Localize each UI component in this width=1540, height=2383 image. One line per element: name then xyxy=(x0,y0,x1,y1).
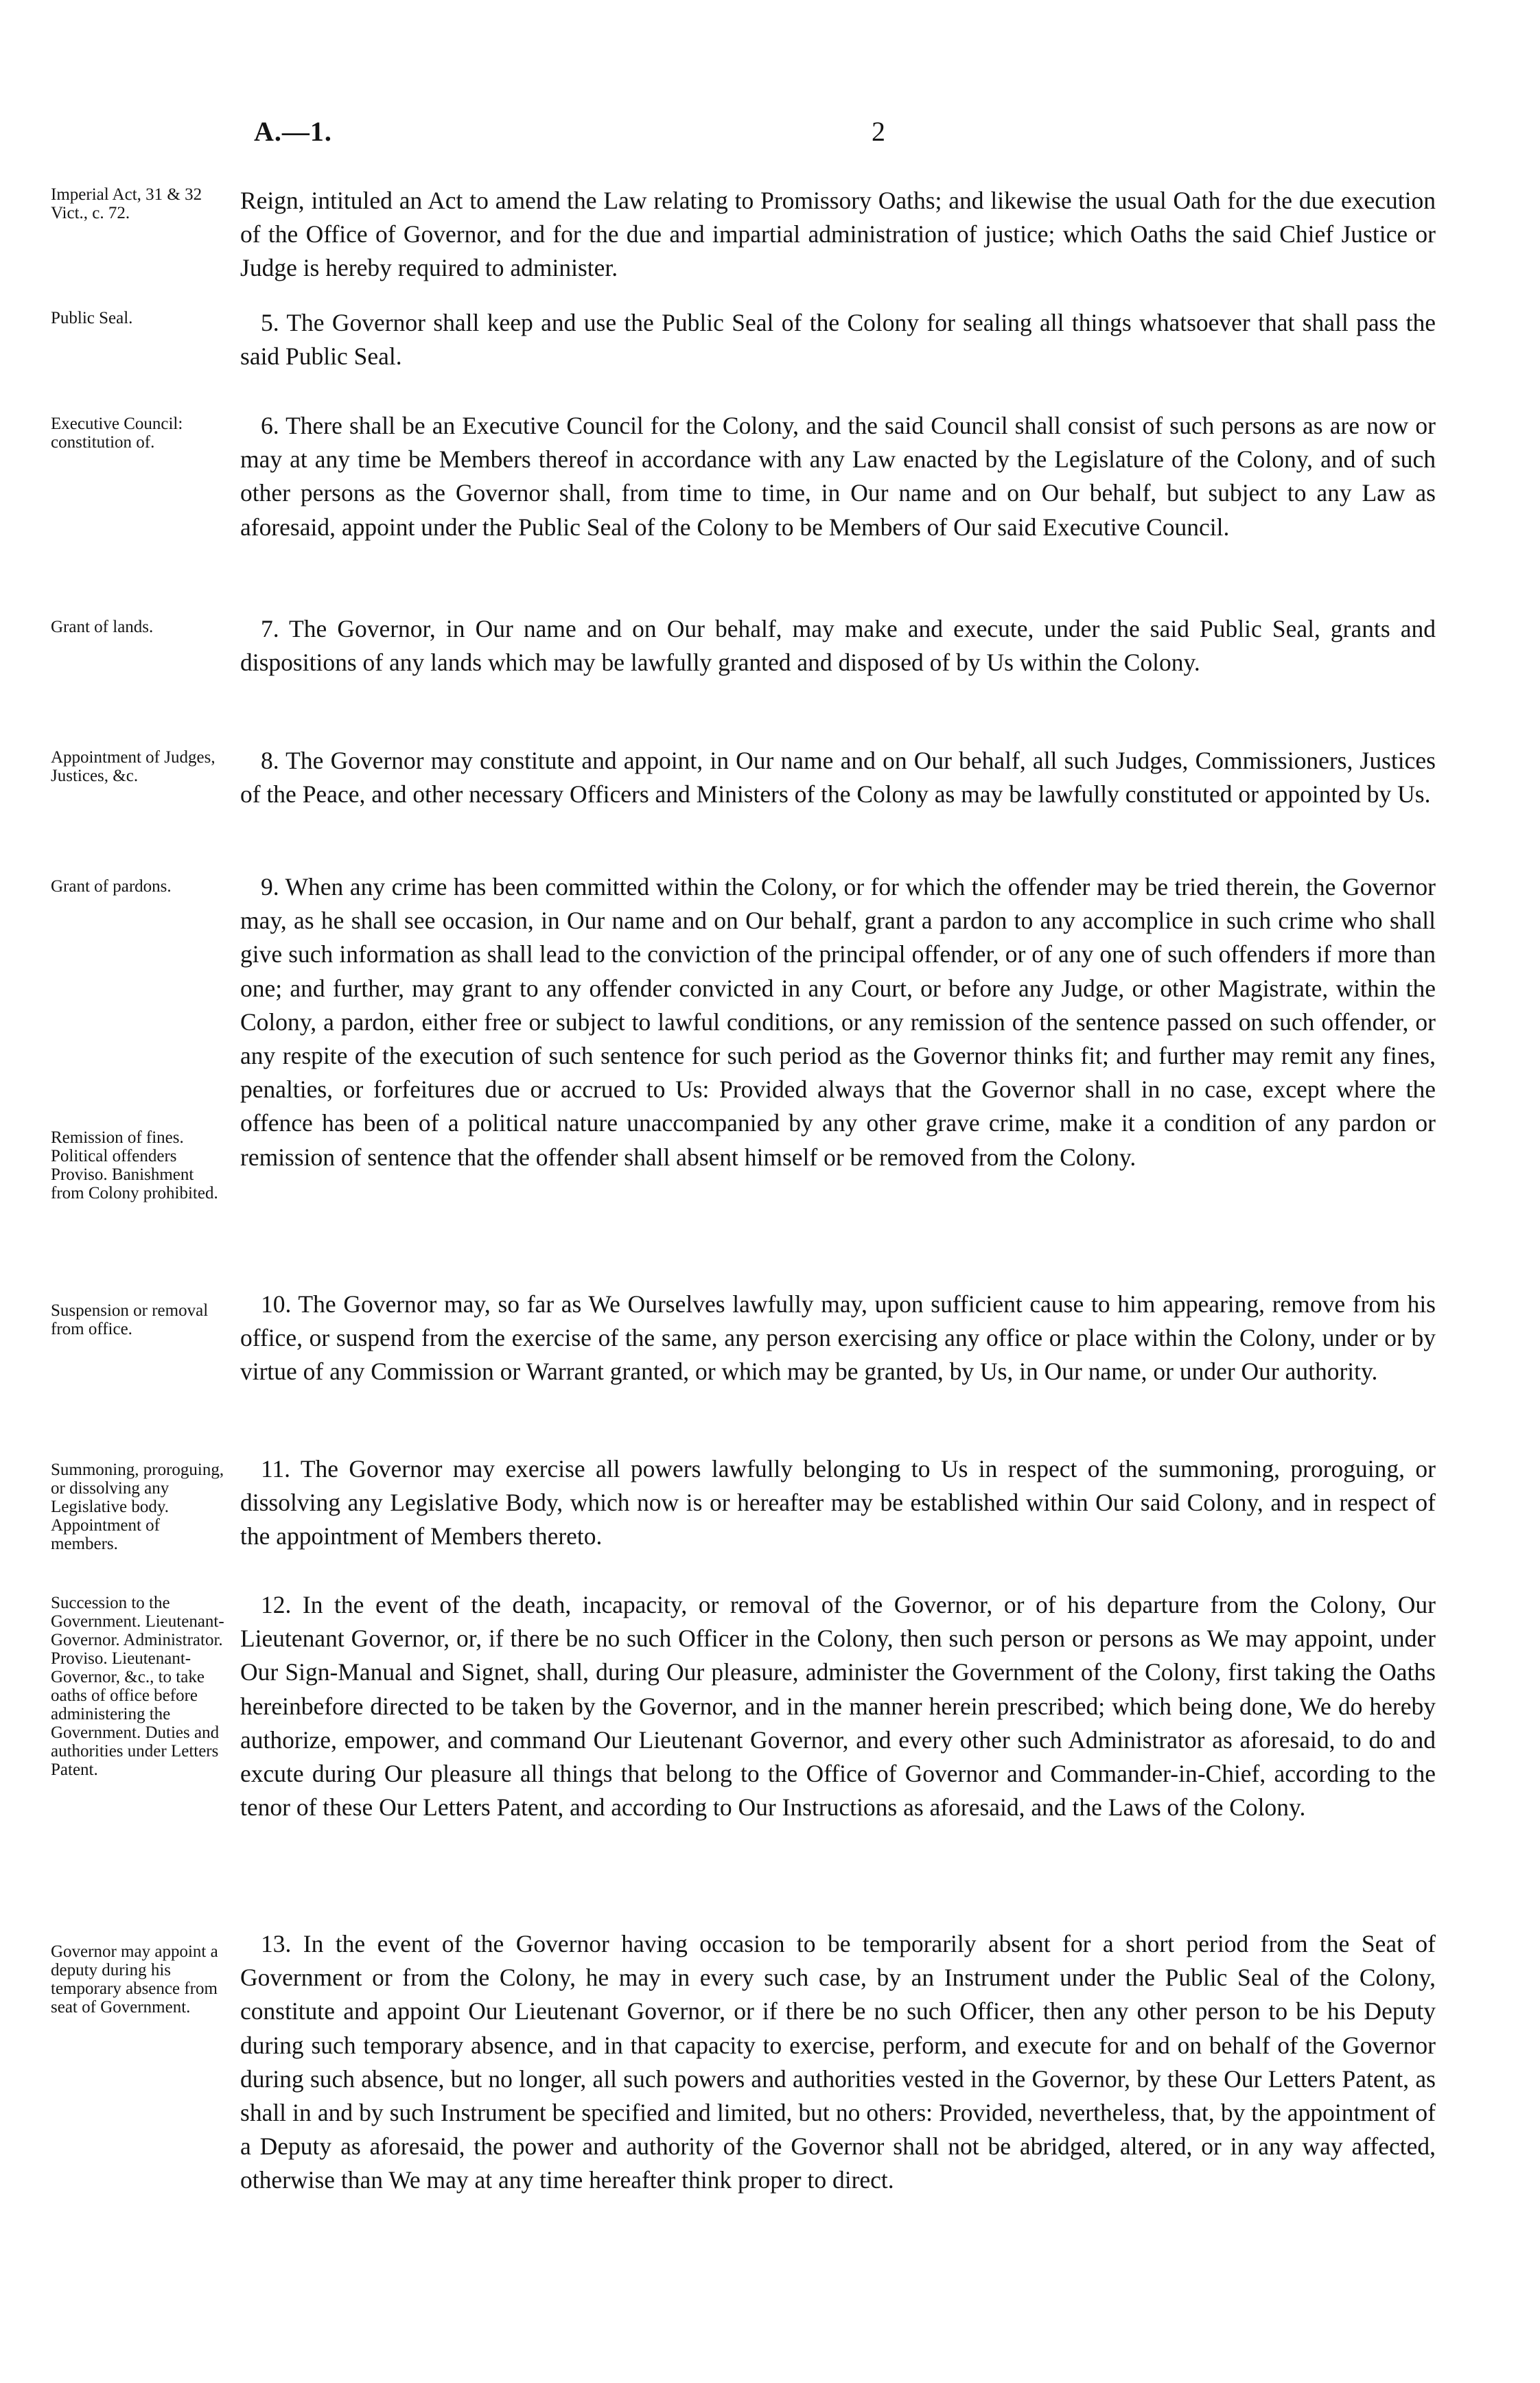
paragraph-5: 5. The Governor shall keep and use the Public Seal of the Colony for sealing all things whatsoever that shall pass the said Public Seal. xyxy=(240,309,1436,371)
page-number: 2 xyxy=(872,116,885,147)
paragraph-13: 13. In the event of the Governor having occasion to be temporarily absent for a short period from the Seat of Government or from the Colony, he may in every such case, by an Instrument under the Public Seal of the Colony, constitute and appoint Our Lieutenant Governor, or if there be no such Officer, then any other person to be his Deputy during such temporary absence, and in that capacity to exercise, perform, and execute for and on behalf of the Governor during such absence, but no longer, all such powers and authorities vested in the Governor, by these Our Letters Patent, as shall in and by such Instrument be specified and limited, but no others: Provided, nevertheless, that, by the appointment of a Deputy as aforesaid, the power and authority of the Governor shall not be abridged, altered, or in any way affected, otherwise than We may at any time hereafter think proper to direct. xyxy=(240,1930,1436,2194)
margin-note-public-seal: Public Seal. xyxy=(51,309,133,327)
page-header xyxy=(254,115,1455,156)
margin-note-appointment-of-judges: Appointment of Judges, Justices, &c. xyxy=(51,748,215,785)
paragraph-12: 12. In the event of the death, incapacity, or removal of the Governor, or of his departure from the Colony, Our Lieutenant Governor, or, if there be no such Officer in the Colony, then such person or persons as We may appoint, under Our Sign-Manual and Signet, shall, during Our pleasure, administer the Government of the Colony, first taking the Oaths hereinbefore directed to be taken by the Governor, and in the manner herein prescribed; which being done, We do hereby authorize, empower, and command Our Lieutenant Governor, and every other such Administrator as aforesaid, to do and excute during Our pleasure all things that belong to the Office of Governor and Commander-in-Chief, according to the tenor of these Our Letters Patent, and according to Our Instructions as aforesaid, and the Laws of the Colony. xyxy=(240,1591,1436,1822)
margin-note-imperial-act: Imperial Act, 31 & 32 Vict., c. 72. xyxy=(51,185,202,222)
paragraph-8: 8. The Governor may constitute and appoint, in Our name and on Our behalf, all such Judges, Commissioners, Justices of the Peace, and other necessary Officers and Ministers of the Colony as may be lawfully constituted or appointed by Us. xyxy=(240,747,1436,809)
margin-note-grant-of-pardons: Grant of pardons. xyxy=(51,877,172,896)
margin-note-summoning: Summoning, proroguing, or dissolving any Legislative body. Appointment of members. xyxy=(51,1461,224,1553)
paragraph-oaths: Reign, intituled an Act to amend the Law relating to Promissory Oaths; and likewise the usual Oath for the due execution of the Office of Governor, and for the due and impartial administration of justice; which Oaths the said Chief Justice or Judge is hereby required to administer. xyxy=(240,187,1436,282)
margin-note-grant-of-lands: Grant of lands. xyxy=(51,618,154,636)
paragraph-11: 11. The Governor may exercise all powers lawfully belonging to Us in respect of the summoning, proroguing, or dissolving any Legislative Body, which now is or hereafter may be established within Our said Colony, and in respect of the appointment of Members thereto. xyxy=(240,1455,1436,1550)
paragraph-6: 6. There shall be an Executive Council for the Colony, and the said Council shall consist of such persons as are now or may at any time be Members thereof in accordance with any Law enacted by the Legislature of the Colony, and of such other persons as the Governor shall, from time to time, in Our name and on Our behalf, but subject to any Law as aforesaid, appoint under the Public Seal of the Colony to be Members of Our said Executive Council. xyxy=(240,412,1436,541)
margin-note-deputy: Governor may appoint a deputy during his temporary absence from seat of Government. xyxy=(51,1942,218,2016)
paragraph-9: 9. When any crime has been committed within the Colony, or for which the offender may be tried therein, the Governor may, as he shall see occasion, in Our name and on Our behalf, grant a pardon to any accomplice in such crime who shall give such information as shall lead to the conviction of the principal offender, or of any one of such offenders if more than one; and further, may grant to any offender convicted in any Court, or before any Judge, or other Magistrate, within the Colony, a pardon, either free or subject to lawful conditions, or any remission of the sentence passed on such offender, or any respite of the execution of such sentence for such period as the Governor thinks fit; and further may remit any fines, penalties, or forfeitures due or accrued to Us: Provided always that the Governor shall in no case, except where the offence has been of a political nature unaccompanied by any other grave crime, make it a condition of any pardon or remission of sentence that the offender shall absent himself or be removed from the Colony. xyxy=(240,873,1436,1171)
paragraph-10: 10. The Governor may, so far as We Ourselves lawfully may, upon sufficient cause to him appearing, remove from his office, or suspend from the exercise of the same, any person exercising any office or place within the Colony, under or by virtue of any Commission or Warrant granted, or which may be granted, by Us, in Our name, or under Our authority. xyxy=(240,1290,1436,1386)
document-id: A.—1. xyxy=(254,116,332,147)
margin-note-succession: Succession to the Government. Lieutenant-Governor. Administrator. Proviso. Lieutenant-Governor, &c., to take oaths of office before administering the Government. Duties and authorities under Letters Patent. xyxy=(51,1594,224,1779)
margin-note-executive-council: Executive Council: constitution of. xyxy=(51,415,183,452)
margin-note-suspension: Suspension or removal from office. xyxy=(51,1301,209,1338)
paragraph-7: 7. The Governor, in Our name and on Our behalf, may make and execute, under the said Public Seal, grants and dispositions of any lands which may be lawfully granted and disposed of by Us within the Colony. xyxy=(240,615,1436,677)
margin-note-remission-of-fines: Remission of fines. Political offenders Proviso. Banishment from Colony prohibited. xyxy=(51,1128,218,1202)
